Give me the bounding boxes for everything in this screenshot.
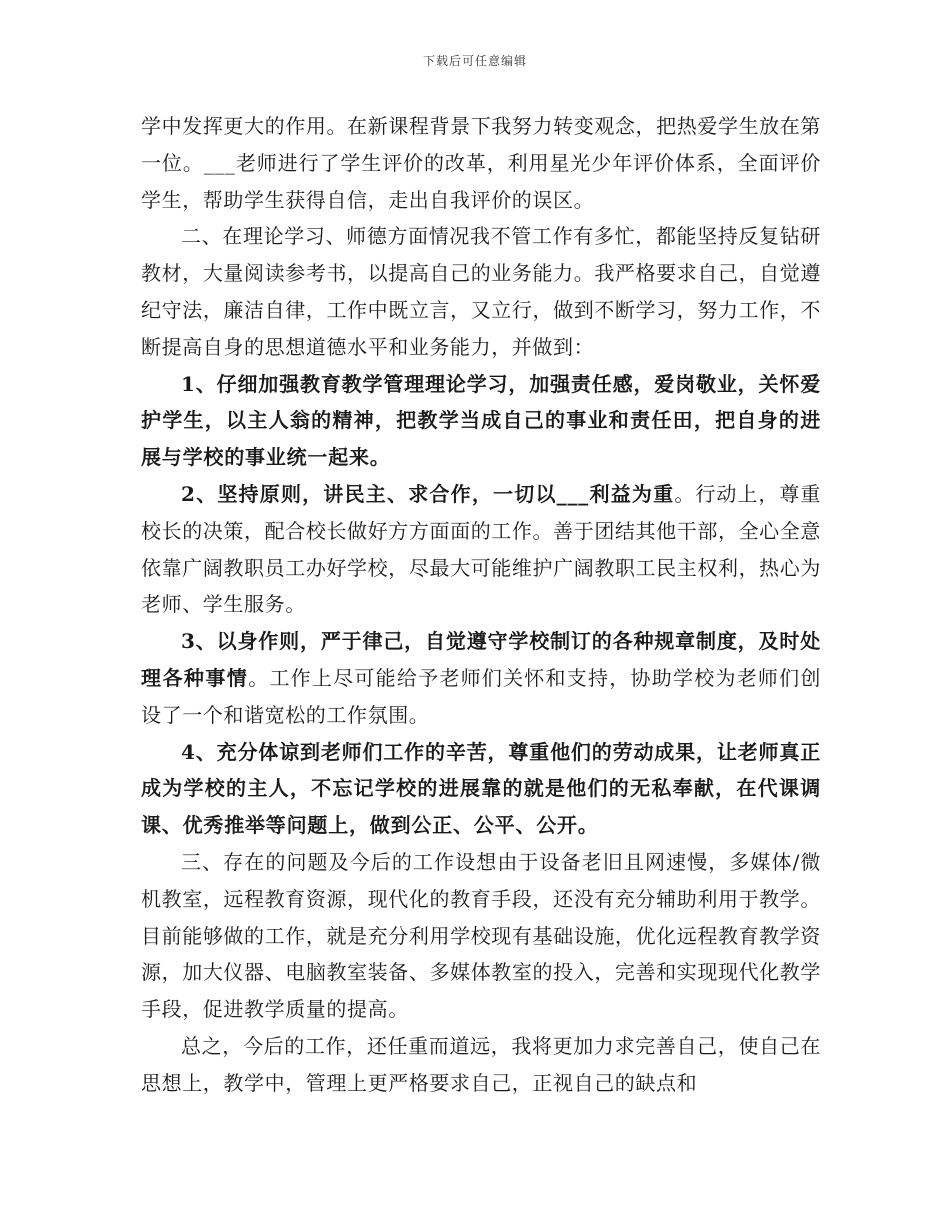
paragraph-7 — [141, 844, 821, 1028]
paragraph-3-bold: 1、仔细加强教育教学管理理论学习，加强责任感，爱岗敬业，关怀爱护学生，以主人翁的精神，把教学当成自己的事业和责任田，把自身的进展与学校的事业统一起来。 — [141, 371, 821, 470]
paragraph-8 — [141, 1028, 821, 1102]
document-body — [141, 108, 821, 1102]
paragraph-6 — [141, 734, 821, 844]
paragraph-6-bold: 4、充分体谅到老师们工作的辛苦，尊重他们的劳动成果，让老师真正成为学校的主人，不忘记学校的进展靠的就是他们的无私奉献，在代课调课、优秀推举等问题上，做到公正、公平、公开。 — [141, 739, 821, 838]
paragraph-5-text: 。工作上尽可能给予老师们关怀和支持，协助学校为老师们创设了一个和谐宽松的工作氛围。 — [141, 665, 822, 727]
page-header: 下载后可任意编辑 — [422, 54, 527, 68]
paragraph-1-text: 学中发挥更大的作用。在新课程背景下我努力转变观念，把热爱学生放在第一位。___老师进行了学生评价的改革，利用星光少年评价体系，全面评价学生，帮助学生获得自信，走出自我评价的误区。 — [141, 114, 821, 212]
paragraph-7-text: 三、存在的问题及今后的工作设想由于设备老旧且网速慢，多媒体/微机教室，远程教育资源，现代化的教育手段，还没有充分辅助利用于教学。目前能够做的工作，就是充分利用学校现有基础设施，优化远程教育教学资源，加大仪器、电脑教室装备、多媒体教室的投入，完善和实现现代化教学手段，促进教学质量的提高。 — [141, 849, 821, 1022]
paragraph-2-text: 二、在理论学习、师德方面情况我不管工作有多忙，都能坚持反复钻研教材，大量阅读参考书，以提高自己的业务能力。我严格要求自己，自觉遵纪守法，廉洁自律，工作中既立言，又立行，做到不断学习，努力工作，不断提高自身的思想道德水平和业务能力，并做到： — [141, 224, 821, 359]
paragraph-4-bold: 2、坚持原则，讲民主、求合作，一切以___利益为重 — [181, 481, 675, 506]
paragraph-4-text: 。行动上，尊重校长的决策，配合校长做好方方面面的工作。善于团结其他干部，全心全意依靠广阔教职员工办好学校，尽最大可能维护广阔教职工民主权利，热心为老师、学生服务。 — [141, 481, 822, 617]
paragraph-3 — [141, 366, 821, 476]
paragraph-5 — [141, 623, 821, 733]
paragraph-5-bold: 3、以身作则，严于律己，自觉遵守学校制订的各种规章制度，及时处理各种事情 — [141, 629, 821, 690]
paragraph-4 — [141, 476, 821, 623]
paragraph-1 — [141, 108, 821, 218]
paragraph-2 — [141, 218, 821, 365]
paragraph-8-text: 总之，今后的工作，还任重而道远，我将更加力求完善自己，使自己在思想上，教学中，管理上更严格要求自己，正视自己的缺点和 — [141, 1033, 821, 1095]
